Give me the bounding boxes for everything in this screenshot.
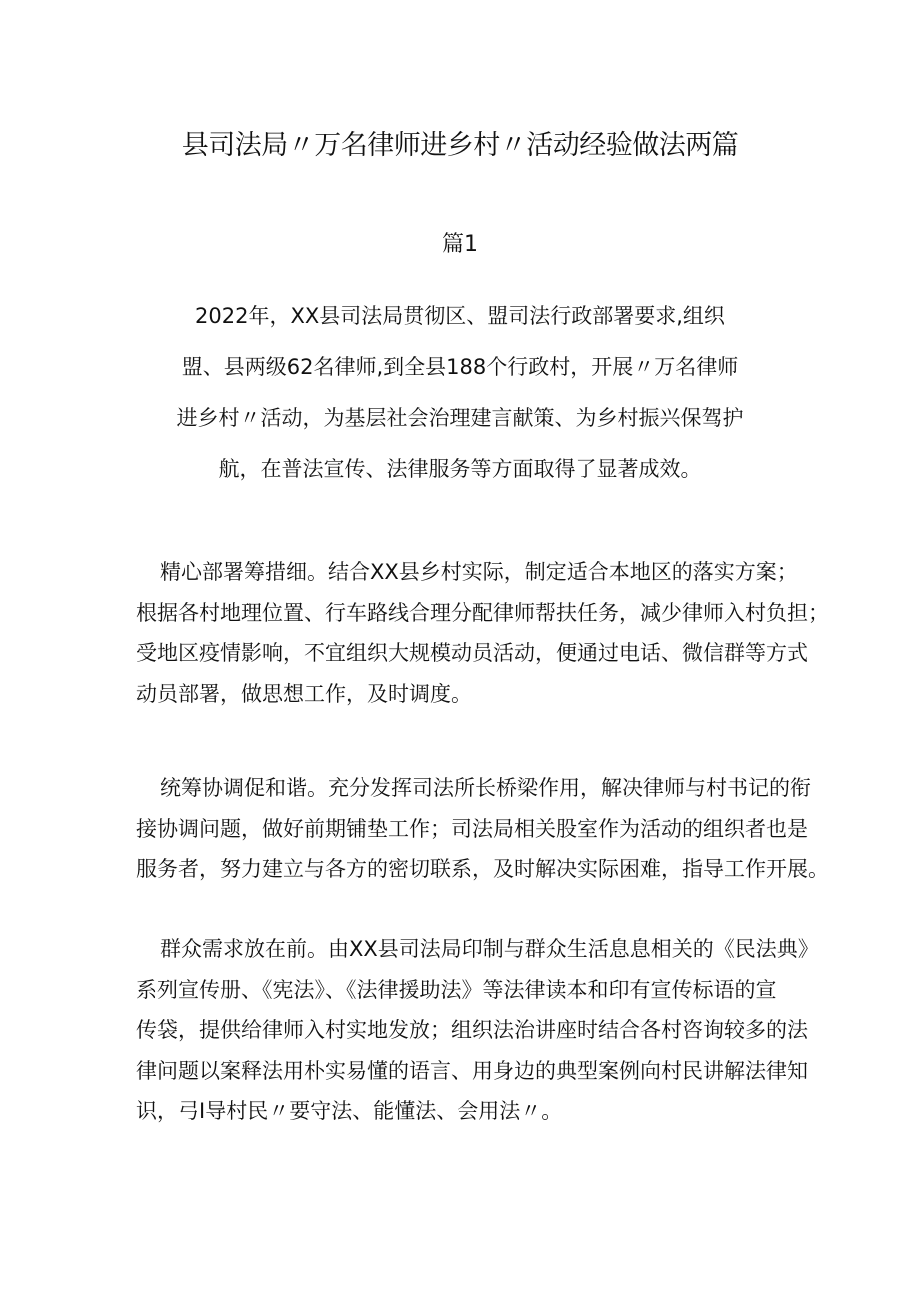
paragraph-line: 系列宣传册、《宪法》、《法律援助法》等法律读本和印有宣传标语的宣: [136, 977, 777, 1002]
chapter-label: 篇1: [442, 232, 478, 257]
paragraph-line: 群众需求放在前。由XX县司法局印制与群众生活息息相关的《民法典》: [160, 937, 819, 961]
paragraph-deployment: [136, 552, 829, 714]
paragraph-line: 识，弓I导村民〃要守法、能懂法、会用法〃。: [136, 1099, 563, 1123]
paragraph-line: 传袋，提供给律师入村实地发放；组织法治讲座时结合各村咨询较多的法: [136, 1018, 808, 1042]
paragraph-line: 受地区疫情影响，不宜组织大规模动员活动，便通过电话、微信群等方式: [136, 641, 808, 665]
paragraph-coordination: [136, 768, 829, 890]
intro-line: 进乡村〃活动，为基层社会治理建言献策、为乡村振兴保驾护: [176, 406, 744, 430]
intro-line: 盟、县两级62名律师,到全县188个行政村，开展〃万名律师: [181, 355, 739, 379]
paragraph-line: 接协调问题，做好前期铺垫工作；司法局相关股室作为活动的组织者也是: [136, 816, 808, 841]
intro-line: 2022年，XX县司法局贯彻区、盟司法行政部署要求,组织: [195, 304, 725, 328]
paragraph-line: 根据各村地理位置、行车路线合理分配律师帮扶任务，减少律师入村负担；: [136, 600, 829, 625]
intro-line: 航，在普法宣传、法律服务等方面取得了显著成效。: [218, 457, 702, 481]
paragraph-line: 服务者，努力建立与各方的密切联系，及时解决实际困难，指导工作开展。: [136, 857, 829, 881]
paragraph-line: 律问题以案释法用朴实易懂的语言、用身边的典型案例向村民讲解法律知: [136, 1058, 808, 1083]
paragraph-line: 精心部署筹措细。结合XX县乡村实际，制定适合本地区的落实方案；: [160, 560, 798, 584]
document-title: 县司法局〃万名律师进乡村〃活动经验做法两篇: [181, 130, 739, 161]
paragraph-line: 统筹协调促和谐。充分发挥司法所长桥梁作用，解决律师与村书记的衔: [160, 776, 811, 800]
paragraph-public-needs: [136, 929, 819, 1132]
intro-paragraph: [0, 291, 920, 495]
paragraph-line: 动员部署，做思想工作，及时调度。: [136, 681, 472, 706]
